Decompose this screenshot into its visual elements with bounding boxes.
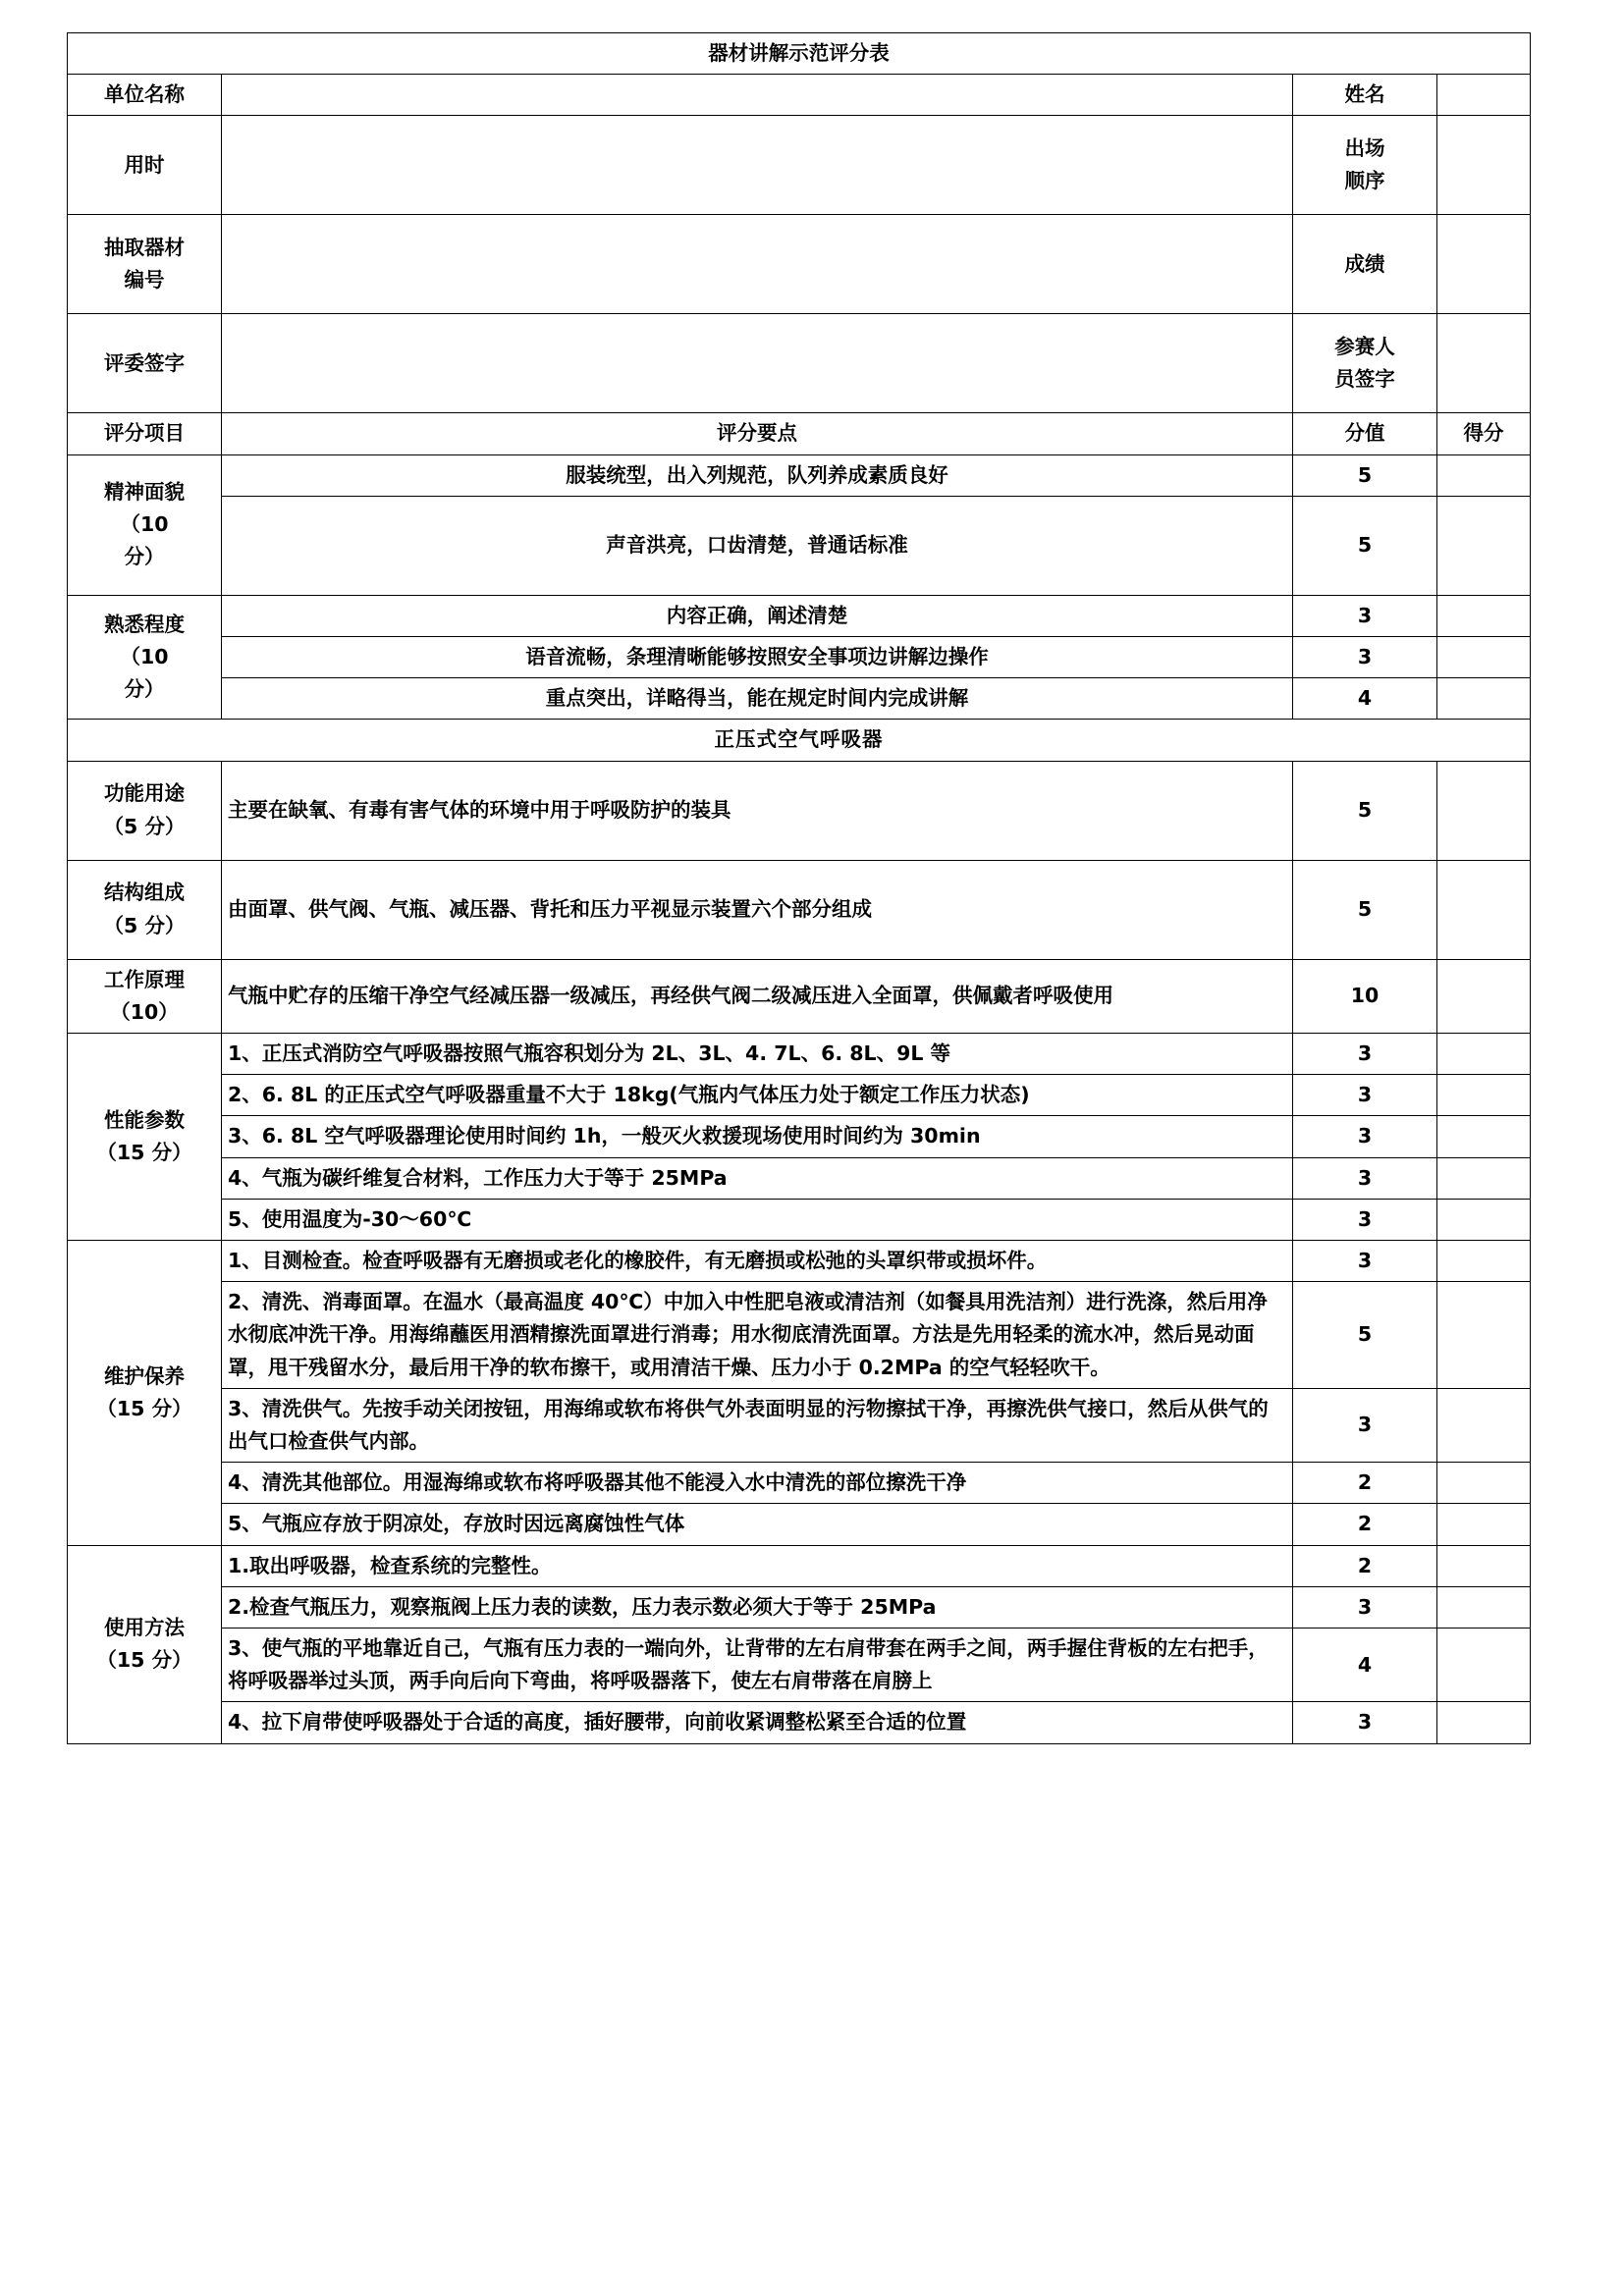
criteria-value: 3 (1293, 1116, 1437, 1157)
appearance-order-label-line2: 顺序 (1344, 169, 1385, 193)
criteria-text: 2、6. 8L 的正压式空气呼吸器重量不大于 18kg(气瓶内气体压力处于额定工作压力状态) (222, 1075, 1293, 1116)
equipment-number-input[interactable] (222, 215, 1293, 314)
time-used-row (68, 116, 1531, 215)
judge-signature-label: 评委签字 (68, 314, 222, 413)
table-row (68, 1388, 1531, 1462)
category-structure (68, 860, 222, 959)
category-line3: 分） (124, 545, 165, 569)
scoring-sheet-table (67, 32, 1531, 1744)
table-row (68, 1702, 1531, 1743)
appearance-order-input[interactable] (1437, 116, 1531, 215)
header-value: 分值 (1293, 413, 1437, 454)
criteria-score-input[interactable] (1437, 1504, 1531, 1545)
criteria-text: 1.取出呼吸器，检查系统的完整性。 (222, 1545, 1293, 1586)
criteria-score-input[interactable] (1437, 637, 1531, 678)
equipment-number-row (68, 215, 1531, 314)
category-line1: 熟悉程度 (104, 612, 185, 636)
criteria-value: 5 (1293, 761, 1437, 860)
criteria-text: 3、6. 8L 空气呼吸器理论使用时间约 1h，一般灭火救援现场使用时间约为 30min (222, 1116, 1293, 1157)
criteria-score-input[interactable] (1437, 1034, 1531, 1075)
category-line2: （15 分） (96, 1396, 192, 1420)
category-line1: 性能参数 (104, 1107, 185, 1132)
table-row (68, 1545, 1531, 1586)
criteria-text: 2、清洗、消毒面罩。在温水（最高温度 40℃）中加入中性肥皂液或清洁剂（如餐具用洗洁剂）进行洗涤，然后用净水彻底冲洗干净。用海绵蘸医用酒精擦洗面罩进行消毒；用水彻底清洗面罩。方法是先用轻柔的流水冲，然后晃动面罩，甩干残留水分，最后用干净的软布擦干，或用清洁干燥、压力小于 0.2MPa 的空气轻轻吹干。 (222, 1282, 1293, 1389)
category-function (68, 761, 222, 860)
equipment-number-label-line1: 抽取器材 (104, 236, 185, 260)
unit-name-label: 单位名称 (68, 75, 222, 116)
criteria-text: 1、目测检查。检查呼吸器有无磨损或老化的橡胶件，有无磨损或松弛的头罩织带或损坏件。 (222, 1241, 1293, 1282)
criteria-score-input[interactable] (1437, 1116, 1531, 1157)
criteria-score-input[interactable] (1437, 1545, 1531, 1586)
table-row (68, 1586, 1531, 1628)
appearance-order-label (1293, 116, 1437, 215)
category-line1: 精神面貌 (104, 479, 185, 504)
criteria-value: 2 (1293, 1545, 1437, 1586)
category-usage (68, 1545, 222, 1743)
criteria-score-input[interactable] (1437, 595, 1531, 636)
criteria-value: 3 (1293, 1388, 1437, 1462)
criteria-value: 3 (1293, 637, 1437, 678)
equipment-number-label (68, 215, 222, 314)
criteria-text: 2.检查气瓶压力，观察瓶阀上压力表的读数，压力表示数必须大于等于 25MPa (222, 1586, 1293, 1628)
criteria-score-input[interactable] (1437, 454, 1531, 496)
category-line1: 工作原理 (104, 967, 185, 991)
criteria-value: 3 (1293, 595, 1437, 636)
category-performance (68, 1034, 222, 1241)
result-input[interactable] (1437, 215, 1531, 314)
criteria-value: 3 (1293, 1241, 1437, 1282)
competitor-signature-input[interactable] (1437, 314, 1531, 413)
criteria-value: 3 (1293, 1034, 1437, 1075)
criteria-score-input[interactable] (1437, 1241, 1531, 1282)
criteria-text: 由面罩、供气阀、气瓶、减压器、背托和压力平视显示装置六个部分组成 (222, 860, 1293, 959)
category-line2: （15 分） (96, 1141, 192, 1165)
criteria-score-input[interactable] (1437, 1282, 1531, 1389)
criteria-score-input[interactable] (1437, 860, 1531, 959)
competitor-signature-label (1293, 314, 1437, 413)
category-principle (68, 959, 222, 1033)
category-familiarity (68, 595, 222, 720)
table-row (68, 761, 1531, 860)
page-title: 器材讲解示范评分表 (68, 33, 1531, 75)
table-row (68, 1629, 1531, 1702)
criteria-value: 5 (1293, 860, 1437, 959)
appearance-order-label-line1: 出场 (1344, 136, 1385, 161)
name-label: 姓名 (1293, 75, 1437, 116)
category-line1: 功能用途 (104, 781, 185, 806)
table-row (68, 1034, 1531, 1075)
category-line3: 分） (124, 677, 165, 702)
criteria-score-input[interactable] (1437, 1463, 1531, 1504)
criteria-score-input[interactable] (1437, 1702, 1531, 1743)
criteria-text: 主要在缺氧、有毒有害气体的环境中用于呼吸防护的装具 (222, 761, 1293, 860)
category-line1: 结构组成 (104, 881, 185, 905)
criteria-text: 内容正确，阐述清楚 (222, 595, 1293, 636)
table-row (68, 454, 1531, 496)
criteria-text: 4、清洗其他部位。用湿海绵或软布将呼吸器其他不能浸入水中清洗的部位擦洗干净 (222, 1463, 1293, 1504)
unit-name-row (68, 75, 1531, 116)
unit-name-input[interactable] (222, 75, 1293, 116)
criteria-value: 2 (1293, 1504, 1437, 1545)
time-used-input[interactable] (222, 116, 1293, 215)
criteria-text: 气瓶中贮存的压缩干净空气经减压器一级减压，再经供气阀二级减压进入全面罩，供佩戴者呼吸使用 (222, 959, 1293, 1033)
competitor-signature-label-line2: 员签字 (1334, 367, 1395, 392)
criteria-score-input[interactable] (1437, 1586, 1531, 1628)
criteria-text: 5、使用温度为-30～60℃ (222, 1199, 1293, 1240)
time-used-label: 用时 (68, 116, 222, 215)
category-line1: 维护保养 (104, 1363, 185, 1388)
criteria-text: 4、拉下肩带使呼吸器处于合适的高度，插好腰带，向前收紧调整松紧至合适的位置 (222, 1702, 1293, 1743)
criteria-score-input[interactable] (1437, 1157, 1531, 1199)
competitor-signature-label-line1: 参赛人 (1334, 335, 1395, 359)
category-maintenance (68, 1241, 222, 1546)
table-row (68, 1463, 1531, 1504)
table-row (68, 1241, 1531, 1282)
criteria-value: 5 (1293, 1282, 1437, 1389)
section-heading-row (68, 720, 1531, 761)
criteria-score-input[interactable] (1437, 678, 1531, 720)
criteria-text: 5、气瓶应存放于阴凉处，存放时因远离腐蚀性气体 (222, 1504, 1293, 1545)
header-item: 评分项目 (68, 413, 222, 454)
table-row (68, 1116, 1531, 1157)
criteria-score-input[interactable] (1437, 496, 1531, 595)
equipment-number-label-line2: 编号 (124, 268, 165, 293)
criteria-score-input[interactable] (1437, 1075, 1531, 1116)
result-label: 成绩 (1293, 215, 1437, 314)
criteria-value: 3 (1293, 1199, 1437, 1240)
criteria-text: 声音洪亮，口齿清楚，普通话标准 (222, 496, 1293, 595)
table-row (68, 637, 1531, 678)
criteria-score-input[interactable] (1437, 761, 1531, 860)
criteria-value: 4 (1293, 678, 1437, 720)
category-line2: （15 分） (96, 1648, 192, 1673)
category-line2: （10 (120, 512, 169, 537)
table-row (68, 959, 1531, 1033)
criteria-value: 3 (1293, 1075, 1437, 1116)
criteria-text: 3、清洗供气。先按手动关闭按钮，用海绵或软布将供气外表面明显的污物擦拭干净，再擦洗供气接口，然后从供气的出气口检查供气内部。 (222, 1388, 1293, 1462)
criteria-value: 4 (1293, 1629, 1437, 1702)
criteria-value: 3 (1293, 1586, 1437, 1628)
table-row (68, 678, 1531, 720)
table-row (68, 1504, 1531, 1545)
criteria-score-input[interactable] (1437, 1629, 1531, 1702)
name-input[interactable] (1437, 75, 1531, 116)
table-row (68, 860, 1531, 959)
criteria-score-input[interactable] (1437, 959, 1531, 1033)
category-line2: （5 分） (103, 814, 186, 838)
criteria-value: 10 (1293, 959, 1437, 1033)
category-spirit (68, 454, 222, 595)
table-row (68, 496, 1531, 595)
judge-signature-input[interactable] (222, 314, 1293, 413)
criteria-value: 3 (1293, 1157, 1437, 1199)
table-row (68, 1199, 1531, 1240)
sheet-body (68, 33, 1531, 1744)
criteria-value: 5 (1293, 454, 1437, 496)
category-line2: （10） (110, 999, 179, 1024)
header-points: 评分要点 (222, 413, 1293, 454)
criteria-text: 4、气瓶为碳纤维复合材料，工作压力大于等于 25MPa (222, 1157, 1293, 1199)
category-line2: （5 分） (103, 913, 186, 937)
criteria-value: 2 (1293, 1463, 1437, 1504)
criteria-text: 重点突出，详略得当，能在规定时间内完成讲解 (222, 678, 1293, 720)
criteria-text: 服装统型，出入列规范，队列养成素质良好 (222, 454, 1293, 496)
section-heading: 正压式空气呼吸器 (68, 720, 1531, 761)
category-line1: 使用方法 (104, 1615, 185, 1639)
column-header-row (68, 413, 1531, 454)
title-row (68, 33, 1531, 75)
judge-signature-row (68, 314, 1531, 413)
category-line2: （10 (120, 645, 169, 669)
table-row (68, 595, 1531, 636)
criteria-text: 3、使气瓶的平地靠近自己，气瓶有压力表的一端向外，让背带的左右肩带套在两手之间，两手握住背板的左右把手，将呼吸器举过头顶，两手向后向下弯曲，将呼吸器落下，使左右肩带落在肩膀上 (222, 1629, 1293, 1702)
criteria-text: 1、正压式消防空气呼吸器按照气瓶容积划分为 2L、3L、4. 7L、6. 8L、9L 等 (222, 1034, 1293, 1075)
criteria-score-input[interactable] (1437, 1388, 1531, 1462)
table-row (68, 1157, 1531, 1199)
criteria-score-input[interactable] (1437, 1199, 1531, 1240)
criteria-value: 3 (1293, 1702, 1437, 1743)
table-row (68, 1282, 1531, 1389)
criteria-text: 语音流畅，条理清晰能够按照安全事项边讲解边操作 (222, 637, 1293, 678)
header-score: 得分 (1437, 413, 1531, 454)
criteria-value: 5 (1293, 496, 1437, 595)
table-row (68, 1075, 1531, 1116)
